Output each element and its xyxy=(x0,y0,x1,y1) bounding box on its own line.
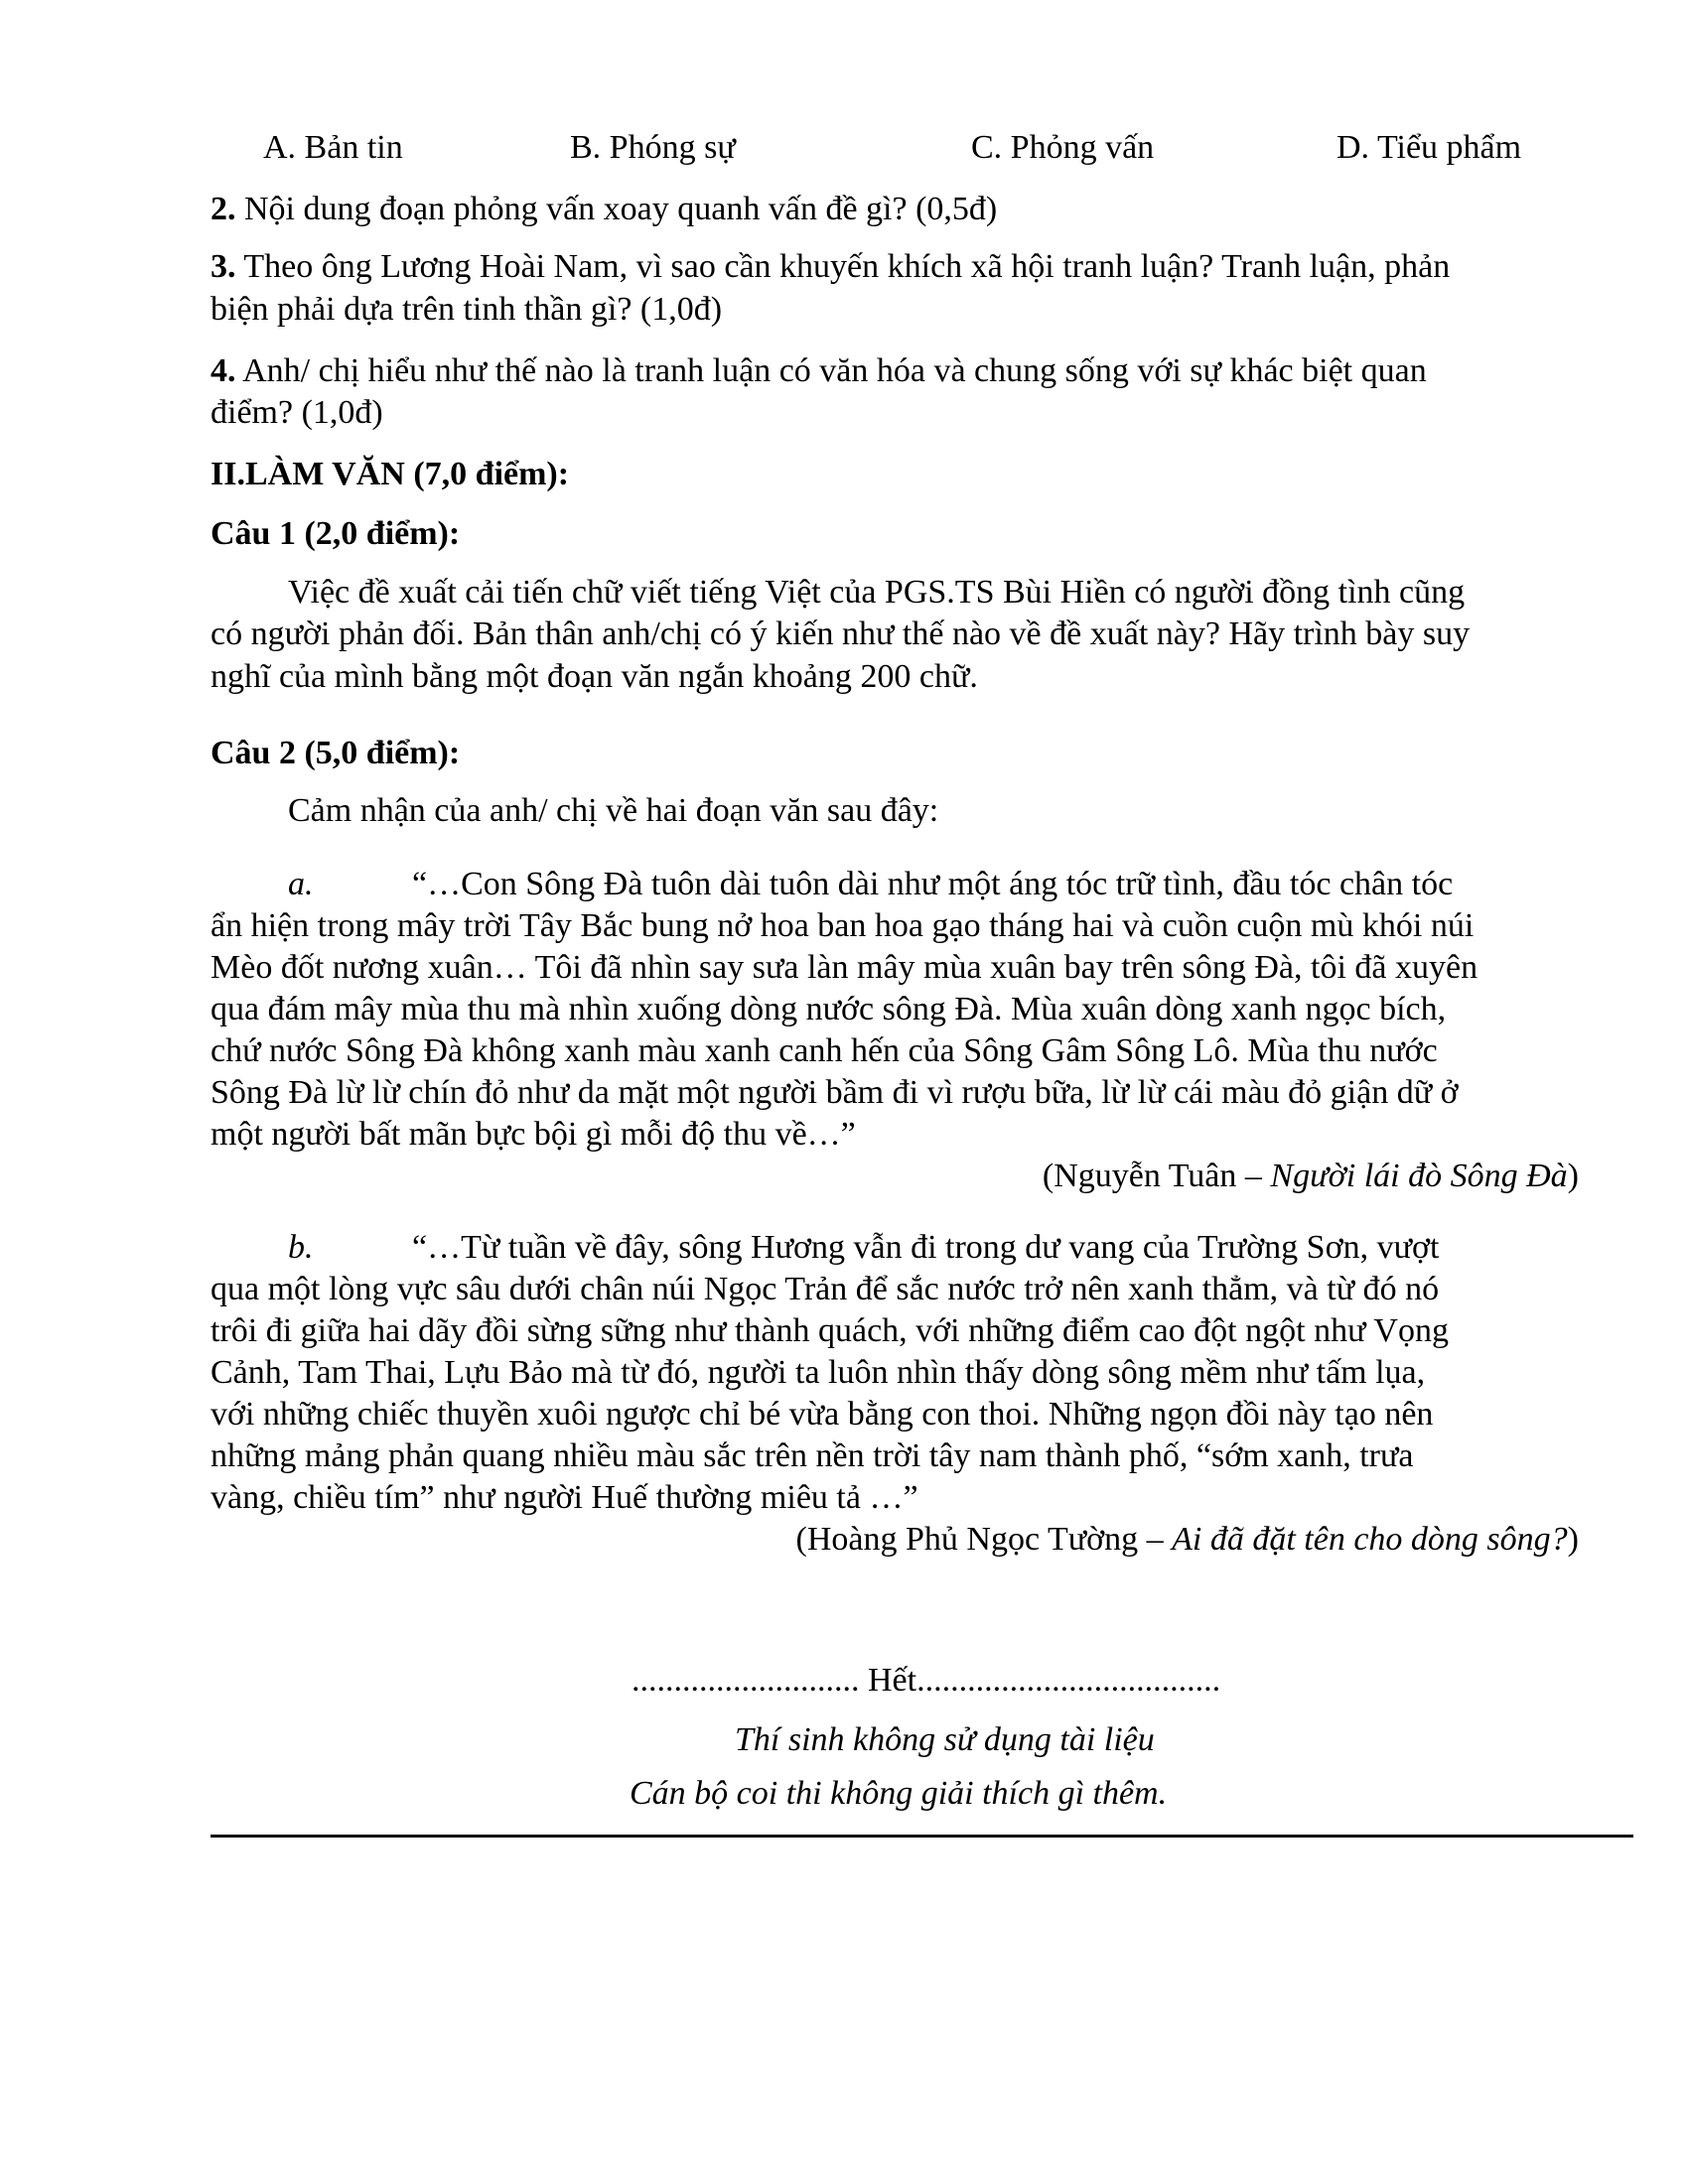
passage-a-line-1: “…Con Sông Đà tuôn dài tuôn dài như một áng tóc trữ tình, đầu tóc chân tóc xyxy=(412,866,1454,902)
passage-b-line-2: qua một lòng vực sâu dưới chân núi Ngọc Trản để sắc nước trở nên xanh thẳm, và từ đó nó xyxy=(211,1271,1440,1307)
cau1-line-3: nghĩ của mình bằng một đoạn văn ngắn khoảng 200 chữ. xyxy=(211,658,978,695)
passage-b-line-7: vàng, chiều tím” như người Huế thường miêu tả …” xyxy=(211,1479,918,1516)
question-3-line-1 xyxy=(211,248,1450,286)
cau1-heading: Câu 1 (2,0 điểm): xyxy=(211,515,461,552)
passage-a-citation xyxy=(1043,1158,1579,1195)
passage-b-line-3: trôi đi giữa hai dãy đồi sừng sững như thành quách, với những điểm cao đột ngột như Vọng xyxy=(211,1312,1449,1349)
passage-b-citation xyxy=(796,1521,1579,1559)
citation-author: (Nguyễn Tuân – xyxy=(1042,1158,1271,1194)
cau2-heading: Câu 2 (5,0 điểm): xyxy=(211,735,461,771)
citation-author: (Hoàng Phủ Ngọc Tường – xyxy=(795,1521,1173,1558)
footer-rule xyxy=(211,1835,1633,1838)
cau2-intro: Cảm nhận của anh/ chị về hai đoạn văn sau đây: xyxy=(288,792,939,829)
question-4-line-1 xyxy=(211,352,1427,390)
option-d: D. Tiểu phẩm xyxy=(1336,129,1522,166)
option-a: A. Bản tin xyxy=(263,129,403,166)
passage-a-line-5: chứ nước Sông Đà không xanh màu xanh canh hến của Sông Gâm Sông Lô. Mùa thu nước xyxy=(211,1032,1438,1069)
passage-a-line-2: ẩn hiện trong mây trời Tây Bắc bung nở hoa ban hoa gạo tháng hai và cuồn cuộn mù khói núi xyxy=(211,907,1475,944)
passage-b-label: b. xyxy=(288,1229,314,1266)
citation-work: Người lái đò Sông Đà xyxy=(1270,1158,1568,1194)
option-c: C. Phỏng vấn xyxy=(971,129,1155,166)
passage-a-line-7: một người bất mãn bực bội gì mỗi độ thu về…” xyxy=(211,1116,856,1153)
footer-note-1: Thí sinh không sử dụng tài liệu xyxy=(735,1721,1155,1758)
passage-b-line-4: Cảnh, Tam Thai, Lựu Bảo mà từ đó, người ta luôn nhìn thấy dòng sông mềm như tấm lụa, xyxy=(211,1354,1426,1391)
citation-work: Ai đã đặt tên cho dòng sông? xyxy=(1172,1521,1568,1558)
cau1-line-2: có người phản đối. Bản thân anh/chị có ý kiến như thế nào về đề xuất này? Hãy trình bày suy xyxy=(211,615,1471,652)
passage-b-line-6: những mảng phản quang nhiều màu sắc trên nền trời tây nam thành phố, “sớm xanh, trưa xyxy=(211,1437,1414,1474)
passage-b-line-5: với những chiếc thuyền xuôi ngược chỉ bé vừa bằng con thoi. Những ngọn đồi này tạo nên xyxy=(211,1396,1434,1433)
question-number: 4. xyxy=(211,352,236,389)
question-number: 3. xyxy=(211,248,236,285)
passage-a-label: a. xyxy=(288,866,314,902)
passage-b-line-1: “…Từ tuần về đây, sông Hương vẫn đi trong dư vang của Trường Sơn, vượt xyxy=(412,1229,1440,1266)
passage-a-line-6: Sông Đà lừ lừ chín đỏ như da mặt một người bầm đi vì rượu bữa, lừ lừ cái màu đỏ giận dữ ở xyxy=(211,1074,1459,1111)
question-text: Anh/ chị hiểu như thế nào là tranh luận có văn hóa và chung sống với sự khác biệt quan xyxy=(235,352,1427,389)
passage-a-line-4: qua đám mây mùa thu mà nhìn xuống dòng nước sông Đà. Mùa xuân dòng xanh ngọc bích, xyxy=(211,991,1447,1027)
question-text: Theo ông Lương Hoài Nam, vì sao cần khuyến khích xã hội tranh luận? Tranh luận, phản xyxy=(235,248,1451,285)
section-heading: II.LÀM VĂN (7,0 điểm): xyxy=(211,456,570,492)
passage-a-line-3: Mèo đốt nương xuân… Tôi đã nhìn say sưa làn mây mùa xuân bay trên sông Đà, tôi đã xuyên xyxy=(211,949,1478,986)
question-2 xyxy=(211,191,997,228)
cau1-line-1: Việc đề xuất cải tiến chữ viết tiếng Việt của PGS.TS Bùi Hiền có người đồng tình cũng xyxy=(288,574,1466,611)
question-4-line-2: điểm? (1,0đ) xyxy=(211,394,383,431)
citation-close: ) xyxy=(1567,1521,1579,1558)
option-b: B. Phóng sự xyxy=(570,129,736,166)
question-number: 2. xyxy=(211,191,236,227)
question-text: Nội dung đoạn phỏng vấn xoay quanh vấn đề gì? (0,5đ) xyxy=(235,191,998,227)
citation-close: ) xyxy=(1567,1158,1579,1194)
end-mark: ........................... Hết.................................... xyxy=(632,1662,1221,1699)
footer-note-2: Cán bộ coi thi không giải thích gì thêm. xyxy=(630,1775,1168,1812)
question-3-line-2: biện phải dựa trên tinh thần gì? (1,0đ) xyxy=(211,291,723,328)
